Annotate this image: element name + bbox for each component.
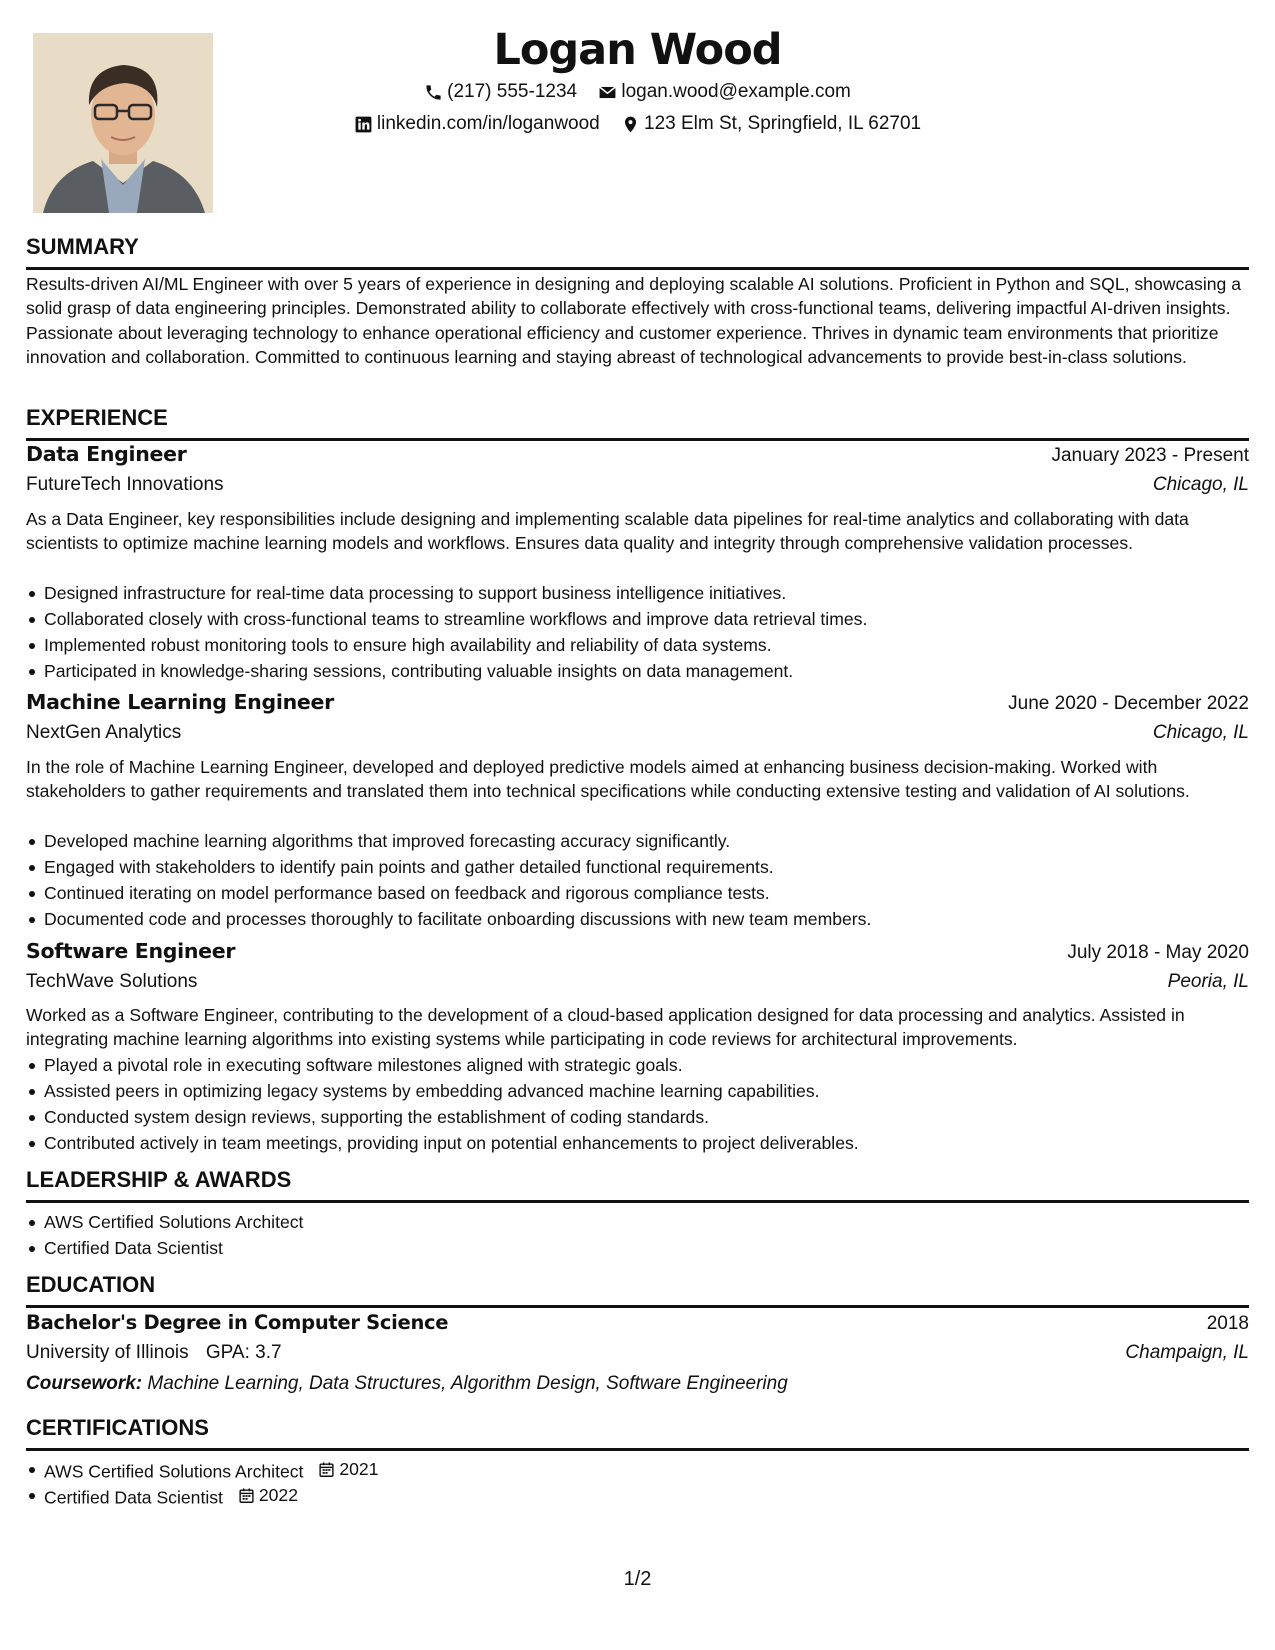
job-subheader — [26, 474, 1249, 496]
job-header — [26, 442, 1249, 467]
linkedin-text: linkedin.com/in/loganwood — [376, 113, 600, 134]
summary-text: Results-driven AI/ML Engineer with over 5 years of experience in designing and deploying scalable AI solutions. Proficient in Python and SQL, showcasing a solid grasp of data engineering principles. Demonstrated ability to collaborate effectively with cross-functional teams, delivering impactful AI-driven insights. Passionate about leveraging technology to enhance operational efficiency and customer experience. Thrives in dynamic team environments that prioritize innovation and collaboration. Committed to continuous learning and staying abreast of technological advancements to provide best-in-class solutions. — [26, 274, 1241, 368]
job-description: In the role of Machine Learning Engineer, developed and deployed predictive models aimed at enhancing business decision-making. Worked with stakeholders to gather requirements and translated them into technical specifications while conducting extensive testing and validation of AI solutions. — [26, 757, 1190, 802]
list-item: Engaged with stakeholders to identify pain points and gather detailed functional requirements. — [26, 854, 1249, 880]
job-bullets — [26, 1052, 1249, 1156]
job-company: FutureTech Innovations — [26, 474, 224, 495]
cert-year: 2022 — [258, 1485, 298, 1505]
job-header — [26, 939, 1249, 964]
education-subheader — [26, 1342, 1249, 1364]
list-item: Continued iterating on model performance based on feedback and rigorous compliance tests. — [26, 880, 1249, 906]
list-item — [26, 1456, 1249, 1482]
school-info — [26, 1342, 282, 1364]
coursework-label: Coursework: — [26, 1373, 143, 1394]
list-item: Documented code and processes thoroughly to facilitate onboarding discussions with new team members. — [26, 906, 1249, 932]
job-title: Data Engineer — [26, 442, 187, 466]
certifications-list — [26, 1456, 1249, 1508]
list-item: Developed machine learning algorithms that improved forecasting accuracy significantly. — [26, 828, 1249, 854]
education-header — [26, 1311, 1249, 1335]
calendar-icon — [238, 1487, 255, 1504]
contact-row-2 — [0, 112, 1275, 141]
contact-email[interactable] — [598, 80, 850, 104]
contact-phone[interactable] — [424, 80, 577, 104]
cert-date — [238, 1482, 298, 1508]
cert-name: AWS Certified Solutions Architect — [44, 1461, 304, 1482]
job-subheader — [26, 722, 1249, 744]
job-company: NextGen Analytics — [26, 722, 182, 743]
job-header — [26, 690, 1249, 715]
job-dates: January 2023 - Present — [1051, 445, 1249, 466]
job-subheader — [26, 971, 1249, 993]
job-title: Software Engineer — [26, 939, 236, 963]
job-location: Chicago, IL — [1152, 474, 1249, 495]
gpa: GPA: 3.7 — [205, 1342, 282, 1363]
calendar-icon — [318, 1461, 335, 1478]
list-item: Played a pivotal role in executing software milestones aligned with strategic goals. — [26, 1052, 1249, 1078]
education-year: 2018 — [1206, 1313, 1249, 1334]
list-item: AWS Certified Solutions Architect — [26, 1209, 1249, 1235]
list-item: Certified Data Scientist — [26, 1235, 1249, 1261]
list-item: Contributed actively in team meetings, providing input on potential enhancements to project deliverables. — [26, 1130, 1249, 1156]
list-item: Implemented robust monitoring tools to ensure high availability and reliability of data systems. — [26, 632, 1249, 658]
candidate-name: Logan Wood — [493, 25, 782, 75]
education-location: Champaign, IL — [1125, 1342, 1249, 1363]
page-number: 1/2 — [623, 1568, 652, 1590]
certifications-heading: CERTIFICATIONS — [26, 1415, 1249, 1451]
list-item: Participated in knowledge-sharing sessions, contributing valuable insights on data management. — [26, 658, 1249, 684]
email-text: logan.wood@example.com — [621, 81, 851, 102]
contact-linkedin[interactable] — [354, 112, 600, 136]
job-dates: June 2020 - December 2022 — [1008, 693, 1249, 714]
phone-text: (217) 555-1234 — [447, 81, 578, 102]
list-item: Designed infrastructure for real-time data processing to support business intelligence initiatives. — [26, 580, 1249, 606]
contact-row-1 — [0, 80, 1275, 109]
school-name: University of Illinois — [26, 1342, 189, 1363]
list-item: Conducted system design reviews, supporting the establishment of coding standards. — [26, 1104, 1249, 1130]
degree-title: Bachelor's Degree in Computer Science — [26, 1311, 449, 1334]
cert-year: 2021 — [339, 1459, 379, 1479]
job-dates: July 2018 - May 2020 — [1067, 942, 1249, 963]
list-item: Collaborated closely with cross-functional teams to streamline workflows and improve data retrieval times. — [26, 606, 1249, 632]
awards-list — [26, 1209, 1249, 1261]
job-description: As a Data Engineer, key responsibilities include designing and implementing scalable data pipelines for real-time analytics and collaborating with data scientists to optimize machine learning models and workflows. Ensures data quality and integrity through comprehensive validation processes. — [26, 509, 1189, 554]
awards-heading: LEADERSHIP & AWARDS — [26, 1167, 1249, 1203]
coursework — [26, 1373, 1249, 1395]
address-text: 123 Elm St, Springfield, IL 62701 — [644, 113, 922, 134]
job-bullets — [26, 828, 1249, 932]
contact-address — [621, 112, 921, 136]
map-marker-icon — [621, 115, 640, 134]
experience-heading: EXPERIENCE — [26, 405, 1249, 441]
phone-icon — [424, 83, 443, 102]
job-location: Chicago, IL — [1152, 722, 1249, 743]
cert-date — [318, 1456, 378, 1482]
job-location: Peoria, IL — [1167, 971, 1249, 992]
list-item — [26, 1482, 1249, 1508]
linkedin-icon — [354, 115, 373, 134]
job-company: TechWave Solutions — [26, 971, 198, 992]
envelope-icon — [598, 83, 617, 102]
coursework-list: Machine Learning, Data Structures, Algorithm Design, Software Engineering — [147, 1373, 788, 1394]
summary-heading: SUMMARY — [26, 234, 1249, 270]
job-title: Machine Learning Engineer — [26, 690, 334, 714]
job-description: Worked as a Software Engineer, contributing to the development of a cloud-based application designed for data processing and analytics. Assisted in integrating machine learning algorithms into existing systems while participating in code reviews for architectural improvements. — [26, 1005, 1185, 1050]
job-bullets — [26, 580, 1249, 684]
education-heading: EDUCATION — [26, 1272, 1249, 1308]
list-item: Assisted peers in optimizing legacy systems by embedding advanced machine learning capabilities. — [26, 1078, 1249, 1104]
cert-name: Certified Data Scientist — [44, 1487, 223, 1508]
